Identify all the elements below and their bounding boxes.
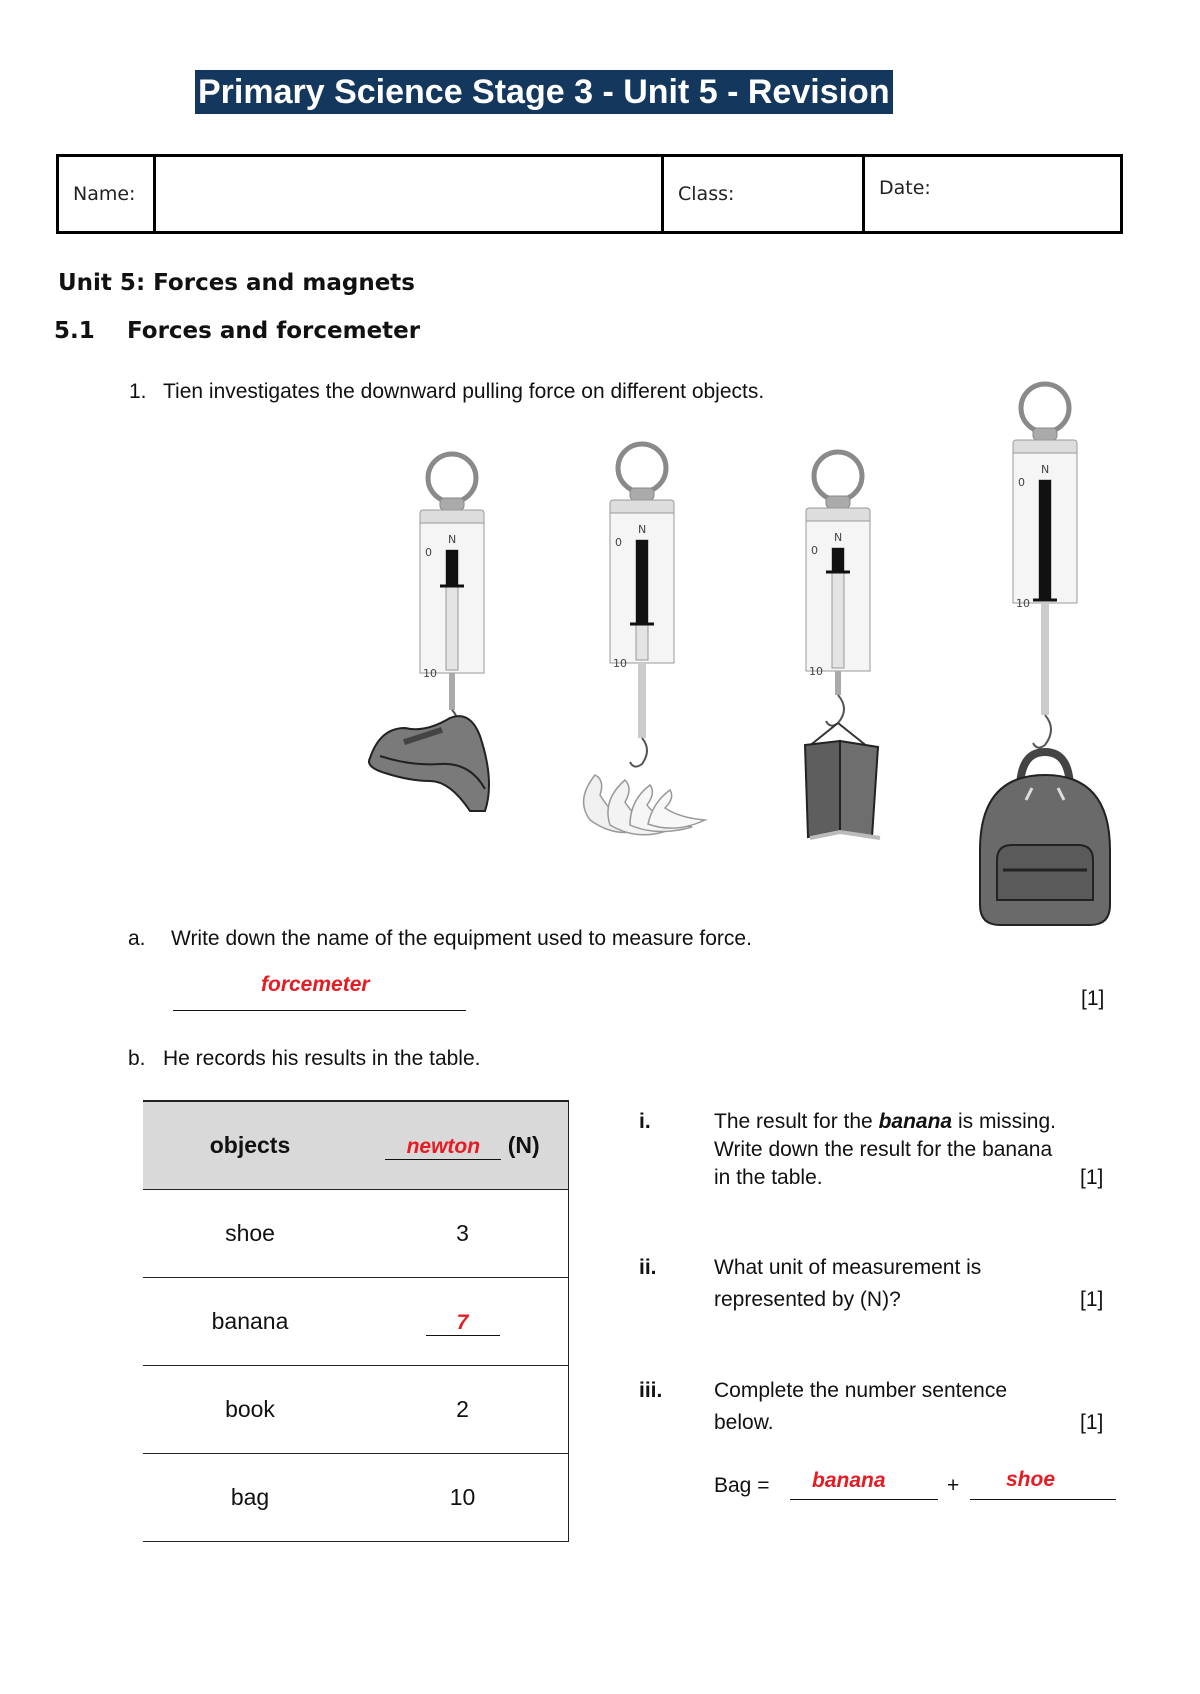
- sub-i-line1-post: is missing.: [952, 1110, 1056, 1133]
- scale-unit-label: N: [834, 531, 843, 544]
- row-object: bag: [143, 1454, 357, 1542]
- unit-answer: newton: [406, 1134, 481, 1158]
- scale-zero-label: 0: [425, 546, 432, 559]
- class-label: Class:: [678, 183, 735, 205]
- sentence-blank-1[interactable]: [790, 1499, 938, 1500]
- part-a-marks: [1]: [1081, 987, 1105, 1010]
- row-value: 3: [357, 1190, 569, 1278]
- sub-i-label: i.: [639, 1110, 651, 1133]
- header-objects: objects: [143, 1101, 357, 1190]
- forcemeter-book: [805, 452, 880, 838]
- banana-result-answer: 7: [456, 1310, 469, 1334]
- sub-i-line3: in the table.: [714, 1166, 823, 1189]
- row-object: banana: [143, 1278, 357, 1366]
- header-unit: [357, 1101, 569, 1190]
- name-field[interactable]: [156, 157, 664, 231]
- part-b-label: b.: [128, 1047, 146, 1070]
- sentence-blank-2[interactable]: [970, 1499, 1116, 1500]
- row-object: book: [143, 1366, 357, 1454]
- part-a-answer-line[interactable]: [173, 1010, 466, 1011]
- forcemeter-banana: [584, 444, 705, 835]
- part-b-text: He records his results in the table.: [163, 1047, 481, 1070]
- row-object: shoe: [143, 1190, 357, 1278]
- part-a-label: a.: [128, 927, 146, 950]
- class-field[interactable]: [664, 157, 865, 231]
- sub-iii-line1: Complete the number sentence: [714, 1379, 1008, 1402]
- scale-zero-label: 0: [1018, 476, 1025, 489]
- table-row: [143, 1190, 569, 1278]
- scale-max-label: 10: [423, 667, 437, 680]
- table-row: [143, 1278, 569, 1366]
- sub-ii-line2: represented by (N)?: [714, 1288, 901, 1311]
- scale-unit-label: N: [448, 533, 457, 546]
- table-header-row: [143, 1101, 569, 1190]
- scale-zero-label: 0: [811, 544, 818, 557]
- scale-max-label: 10: [613, 657, 627, 670]
- reading-bar: [1039, 480, 1051, 600]
- unit-heading: Unit 5: Forces and magnets: [58, 270, 415, 296]
- date-label: Date:: [879, 177, 931, 199]
- forcemeter-shoe: [369, 454, 489, 811]
- sub-i-line1-pre: The result for the: [714, 1110, 879, 1133]
- reading-bar: [636, 540, 648, 624]
- table-row: [143, 1366, 569, 1454]
- plus-sign: +: [947, 1474, 960, 1497]
- question-number: 1.: [129, 380, 147, 403]
- row-value: 2: [357, 1366, 569, 1454]
- date-field[interactable]: [865, 157, 1120, 231]
- name-label-cell: [59, 157, 156, 231]
- row-value: 10: [357, 1454, 569, 1542]
- scale-zero-label: 0: [615, 536, 622, 549]
- results-table: [143, 1100, 569, 1542]
- scale-max-label: 10: [1016, 597, 1030, 610]
- sub-i-line1: [714, 1110, 1056, 1134]
- sentence-answer-2: shoe: [1006, 1468, 1056, 1491]
- section-title: Forces and forcemeter: [127, 318, 421, 344]
- sub-ii-line1: What unit of measurement is: [714, 1256, 982, 1279]
- bag-label: Bag =: [714, 1474, 770, 1497]
- forcemeter-bag: [980, 384, 1110, 925]
- reading-bar: [832, 548, 844, 572]
- student-info-table: [56, 154, 1123, 234]
- banana-result-blank[interactable]: [426, 1308, 500, 1336]
- page-title: Primary Science Stage 3 - Unit 5 - Revision: [195, 70, 893, 114]
- table-row: [143, 1454, 569, 1542]
- scale-max-label: 10: [809, 665, 823, 678]
- scale-unit-label: N: [638, 523, 647, 536]
- name-label: Name:: [73, 183, 136, 205]
- row-value-answer-cell: [357, 1278, 569, 1366]
- scale-unit-label: N: [1041, 463, 1050, 476]
- sub-ii-marks: [1]: [1080, 1288, 1104, 1311]
- question-text: Tien investigates the downward pulling force on different objects.: [163, 380, 765, 403]
- unit-suffix: (N): [507, 1131, 540, 1158]
- sub-ii-label: ii.: [639, 1256, 657, 1279]
- forcemeter-illustration: [360, 380, 1130, 940]
- sub-i-emphasis: banana: [878, 1110, 953, 1133]
- part-a-answer: forcemeter: [261, 973, 370, 996]
- sub-i-marks: [1]: [1080, 1166, 1104, 1189]
- sub-iii-line2: below.: [714, 1411, 774, 1434]
- section-number: 5.1: [54, 318, 95, 344]
- sub-i-line2: Write down the result for the banana: [714, 1138, 1053, 1161]
- reading-bar: [446, 550, 458, 586]
- sentence-answer-1: banana: [812, 1469, 886, 1492]
- sub-iii-label: iii.: [639, 1379, 663, 1402]
- part-a-text: Write down the name of the equipment used to measure force.: [171, 927, 752, 950]
- sub-iii-marks: [1]: [1080, 1411, 1104, 1434]
- unit-answer-blank[interactable]: [385, 1132, 501, 1160]
